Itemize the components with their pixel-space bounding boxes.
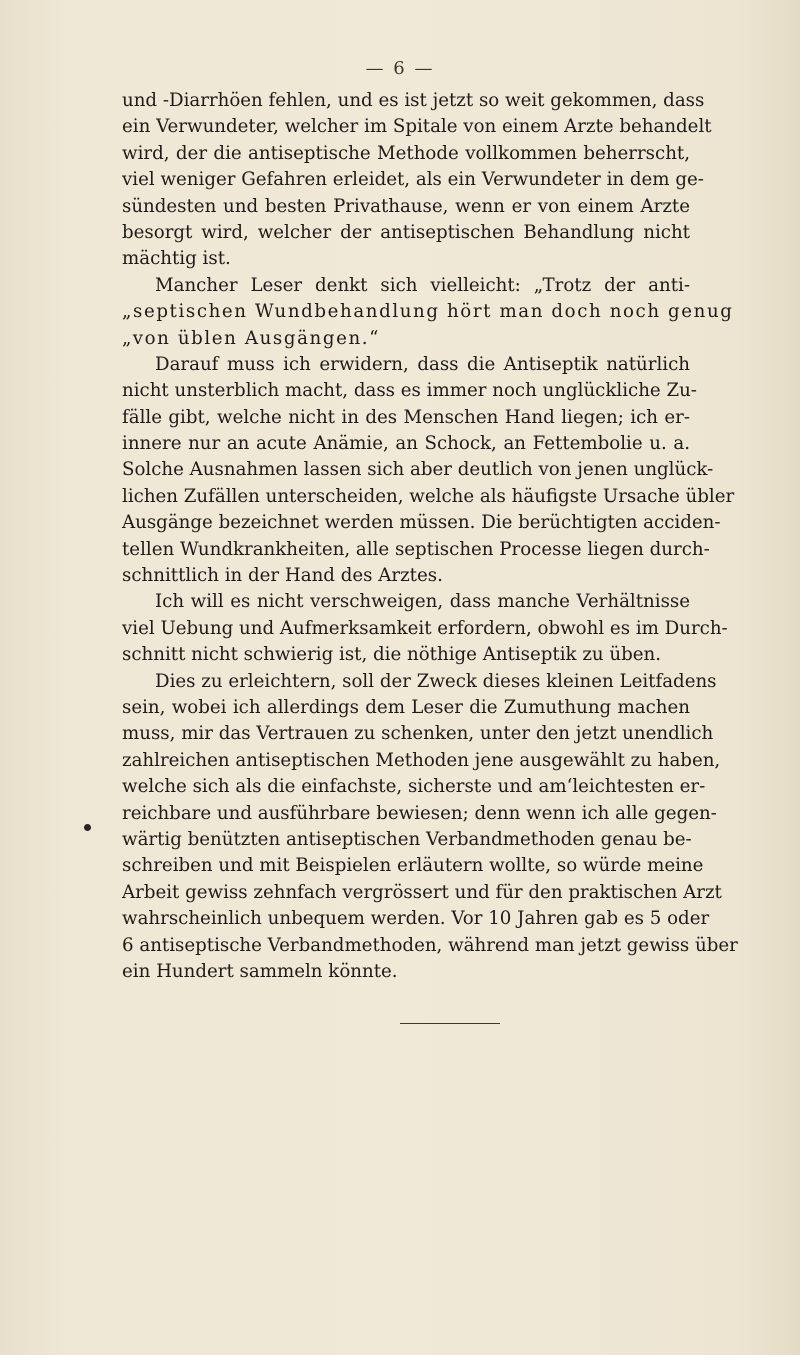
text-line: viel weniger Gefahren erleidet, als ein Verwundeter in dem ge- — [122, 169, 704, 191]
page-number: — 6 — — [365, 58, 435, 79]
text-line: ein Verwundeter, welcher im Spitale von einem Arzte behandelt — [122, 116, 712, 138]
text-line: mächtig ist. — [122, 248, 231, 270]
text-line: wärtig benützten antiseptischen Verbandmethoden genau be- — [122, 828, 692, 850]
text-line: nicht unsterblich macht, dass es immer noch unglückliche Zu- — [122, 380, 697, 402]
text-line: reichbare und ausführbare bewiesen; denn wenn ich alle gegen- — [122, 802, 717, 824]
margin-ink-spot — [84, 824, 91, 831]
text-line: Darauf muss ich erwidern, dass die Antiseptik natürlich — [155, 353, 690, 375]
text-line: 6 antiseptische Verbandmethoden, während man jetzt gewiss über — [122, 934, 738, 956]
text-line: sündesten und besten Privathause, wenn er von einem Arzte — [122, 195, 690, 217]
text-line: tellen Wundkrankheiten, alle septischen Processe liegen durch- — [122, 538, 710, 560]
text-line: lichen Zufällen unterscheiden, welche als häufigste Ursache übler — [122, 485, 735, 507]
text-line: schnitt nicht schwierig ist, die nöthige Antiseptik zu üben. — [122, 644, 662, 666]
text-line: fälle gibt, welche nicht in des Menschen Hand liegen; ich er- — [122, 406, 690, 428]
text-line: welche sich als die einfachste, sicherste und am‘leichtesten er- — [122, 776, 706, 798]
text-line: muss, mir das Vertrauen zu schenken, unter den jetzt unendlich — [122, 723, 714, 745]
text-line: Solche Ausnahmen lassen sich aber deutlich von jenen unglück- — [122, 459, 714, 481]
text-line: Arbeit gewiss zehnfach vergrössert und für den praktischen Arzt — [122, 881, 722, 903]
text-line: wird, der die antiseptische Methode vollkommen beherrscht, — [122, 142, 690, 164]
text-line: viel Uebung und Aufmerksamkeit erfordern, obwohl es im Durch- — [122, 617, 728, 639]
section-rule — [400, 1023, 500, 1024]
text-line: „von üblen Ausgängen.“ — [122, 327, 381, 349]
text-line: besorgt wird, welcher der antiseptischen Behandlung nicht — [122, 221, 690, 243]
text-line: Mancher Leser denkt sich vielleicht: „Trotz der anti- — [155, 274, 690, 296]
text-line: schnittlich in der Hand des Arztes. — [122, 565, 443, 587]
text-line: sein, wobei ich allerdings dem Leser die Zumuthung machen — [122, 696, 690, 718]
text-line: zahlreichen antiseptischen Methoden jene ausgewählt zu haben, — [122, 749, 721, 771]
text-line: und ‑Diarrhöen fehlen, und es ist jetzt so weit gekommen, dass — [122, 90, 705, 111]
body-text — [122, 88, 738, 985]
text-line: innere nur an acute Anämie, an Schock, an Fettembolie u. a. — [122, 433, 690, 455]
text-line: Ich will es nicht verschweigen, dass manche Verhältnisse — [155, 591, 690, 613]
text-line: ein Hundert sammeln könnte. — [122, 960, 398, 982]
text-line: wahrscheinlich unbequem werden. Vor 10 Jahren gab es 5 oder — [122, 908, 710, 930]
text-line: Ausgänge bezeichnet werden müssen. Die berüchtigten acciden- — [122, 512, 721, 534]
text-line: „septischen Wundbehandlung hört man doch noch genug — [122, 301, 734, 323]
text-line: Dies zu erleichtern, soll der Zweck dieses kleinen Leitfadens — [155, 670, 717, 692]
text-line: schreiben und mit Beispielen erläutern wollte, so würde meine — [122, 855, 704, 877]
